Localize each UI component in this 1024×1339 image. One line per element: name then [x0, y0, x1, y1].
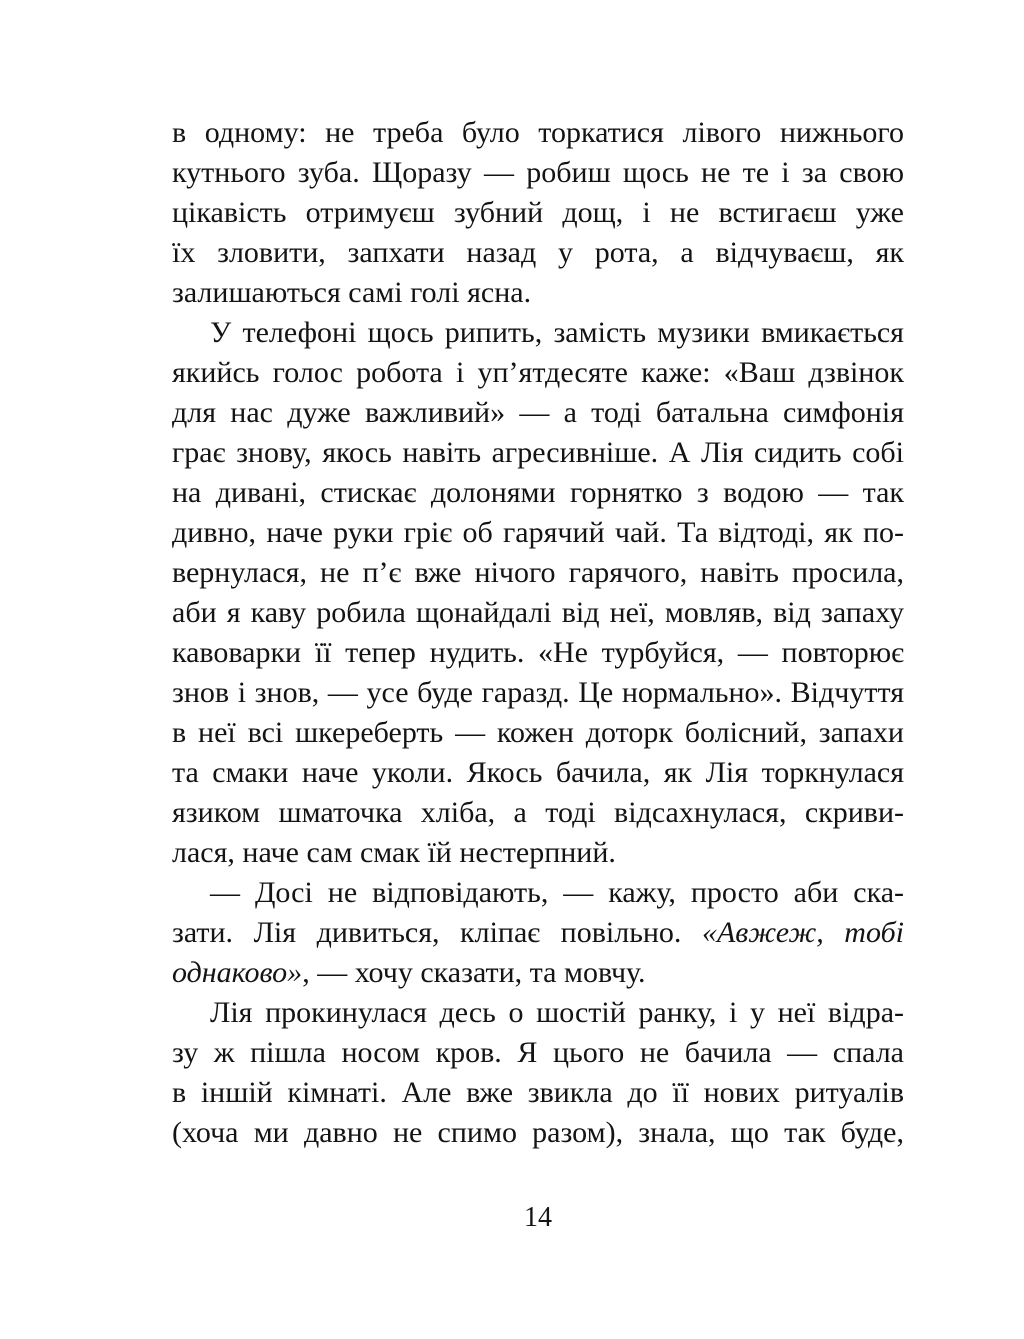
text-segment: вернулася, не п’є вже нічого гарячого, навіть просила, — [172, 556, 904, 589]
text-segment: на дивані, стискає долонями горнятко з водою — так — [172, 476, 904, 509]
text-line — [172, 193, 904, 233]
text-segment: У телефоні щось рипить, замість музики вмикається — [210, 316, 904, 349]
text-line — [172, 513, 904, 553]
text-segment: для нас дуже важливий» — а тоді батальна симфонія — [172, 396, 904, 429]
text-line — [172, 713, 904, 753]
text-line — [172, 353, 904, 393]
text-line — [172, 913, 904, 953]
text-segment: в одному: не треба було торкатися лівого нижнього — [172, 116, 904, 149]
text-line — [172, 1033, 904, 1073]
text-segment: в неї всі шкереберть — кожен доторк болісний, запахи — [172, 716, 904, 749]
text-segment: їх зловити, запхати назад у рота, а відчуваєш, як — [172, 236, 904, 269]
page-number: 14 — [524, 1202, 552, 1233]
text-line — [172, 593, 904, 633]
page-text — [172, 113, 904, 1153]
text-segment: зати. Лія дивиться, кліпає повільно. — [172, 916, 702, 949]
text-line — [172, 553, 904, 593]
text-line — [172, 113, 904, 153]
text-segment: кавоварки її тепер нудить. «Не турбуйся, — повторює — [172, 636, 904, 669]
text-line — [172, 873, 904, 913]
text-line — [172, 1113, 904, 1153]
text-line — [172, 393, 904, 433]
text-line — [172, 153, 904, 193]
text-line — [172, 993, 904, 1033]
paragraph — [172, 313, 904, 873]
text-segment: та смаки наче уколи. Якось бачила, як Лія торкнулася — [172, 756, 904, 789]
text-segment: кутнього зуба. Щоразу — робиш щось не те і за свою — [172, 156, 904, 189]
text-segment: , — хочу сказати, та мовчу. — [302, 956, 646, 989]
text-line — [172, 753, 904, 793]
text-segment: Лія прокинулася десь о шостій ранку, і у неї відра- — [210, 996, 904, 1029]
italic-text-segment: «Авжеж, тобі — [701, 916, 904, 949]
text-line — [172, 673, 904, 713]
text-line — [172, 953, 904, 993]
text-line — [172, 1073, 904, 1113]
text-segment: дивно, наче руки гріє об гарячий чай. Та відтоді, як по- — [172, 516, 904, 549]
text-segment: аби я каву робила щонайдалі від неї, мовляв, від запаху — [172, 596, 904, 629]
text-segment: (хоча ми давно не спимо разом), знала, що так буде, — [172, 1116, 904, 1149]
text-line — [172, 833, 904, 873]
text-line — [172, 273, 904, 313]
text-segment: залишаються самі голі ясна. — [172, 276, 532, 309]
text-line — [172, 473, 904, 513]
text-line — [172, 433, 904, 473]
text-line — [172, 793, 904, 833]
text-line — [172, 233, 904, 273]
text-line — [172, 313, 904, 353]
text-segment: зу ж пішла носом кров. Я цього не бачила — спала — [172, 1036, 904, 1069]
text-line — [172, 633, 904, 673]
text-segment: знов і знов, — усе буде гаразд. Це нормально». Відчуття — [172, 676, 904, 709]
italic-text-segment: однаково» — [172, 956, 303, 989]
paragraph — [172, 993, 904, 1153]
text-segment: цікавість отримуєш зубний дощ, і не встигаєш уже — [172, 196, 904, 229]
text-segment: якийсь голос робота і уп’ятдесяте каже: «Ваш дзвінок — [172, 356, 904, 389]
paragraph — [172, 873, 904, 993]
text-segment: лася, наче сам смак їй нестерпний. — [172, 836, 616, 869]
text-segment: в іншій кімнаті. Але вже звикла до її нових ритуалів — [172, 1076, 904, 1109]
text-segment: грає знову, якось навіть агресивніше. А Лія сидить собі — [172, 436, 904, 469]
text-segment: — Досі не відповідають, — кажу, просто аби ска- — [210, 876, 904, 909]
text-segment: язиком шматочка хліба, а тоді відсахнулася, скриви- — [172, 796, 904, 829]
paragraph — [172, 113, 904, 313]
